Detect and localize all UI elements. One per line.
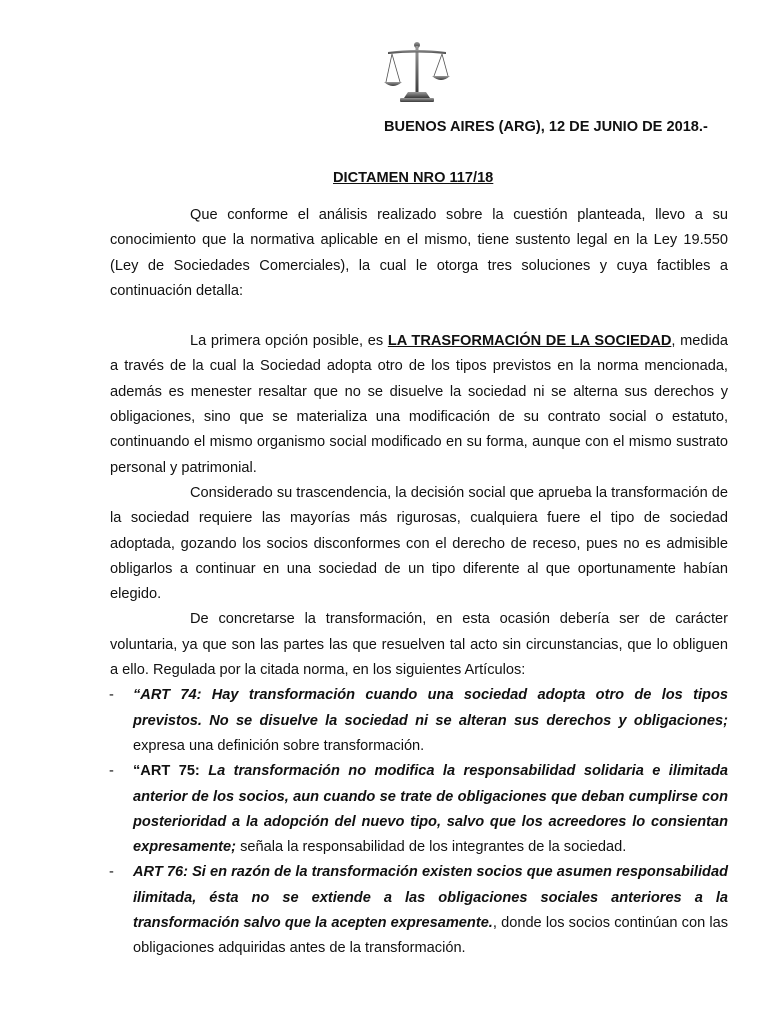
art-74-comment: expresa una definición sobre transformación. — [133, 737, 425, 754]
paragraph-first-option — [110, 329, 728, 481]
document-title: DICTAMEN NRO 117/18 — [333, 170, 494, 186]
list-item-art-74 — [110, 683, 728, 759]
document-date: BUENOS AIRES (ARG), 12 DE JUNIO DE 2018.- — [384, 119, 708, 135]
document-body — [110, 203, 728, 962]
articles-list — [110, 683, 728, 961]
paragraph-first-option-rest: , medida a través de la cual la Sociedad adopta otro de los tipos previstos en la norma mencionada, además es menester resaltar que no se disuelve la sociedad ni se alterna sus derechos y obligaciones, sino que se materializa una modificación de su contrato social o estatuto, continuando el mismo organismo social modificado en su forma, aunque con el mismo sustrato personal y patrimonial. — [110, 333, 728, 476]
paragraph-first-option-start: La primera opción posible, es — [190, 333, 388, 350]
art-75-comment: señala la responsabilidad de los integrantes de la sociedad. — [236, 839, 627, 856]
paragraph-considerations: Considerado su trascendencia, la decisión social que aprueba la transformación de la sociedad requiere las mayorías más rigurosas, cualquiera fuere el tipo de sociedad adoptada, gozando los socios disconformes con el derecho de receso, pues no es admisible obligarlos a continuar en una sociedad de un tipo diferente al que oportunamente habían elegido. — [110, 484, 728, 603]
art-76-comment: , donde los socios continúan con las obligaciones adquiridas antes de la transformación. — [133, 915, 729, 957]
list-item-art-76 — [110, 860, 728, 961]
list-dash: - — [109, 687, 114, 704]
list-dash: - — [109, 864, 114, 881]
highlight-transformation: LA TRASFORMACIÓN DE LA SOCIEDAD — [387, 333, 672, 350]
art-74-text: “ART 74: Hay transformación cuando una sociedad adopta otro de los tipos previstos. No se disuelve la sociedad ni se alteran sus derechos y obligaciones; — [133, 687, 728, 729]
art-76-text: ART 76: Si en razón de la transformación existen socios que asumen responsabilidad ilimitada, ésta no se extiende a las obligaciones sociales anteriores a la transformación salvo que la acepten expresamente. — [133, 864, 728, 932]
paragraph-intro: Que conforme el análisis realizado sobre la cuestión planteada, llevo a su conocimiento que la normativa aplicable en el mismo, tiene sustento legal en la Ley 19.550 (Ley de Sociedades Comerciales), la cual le otorga tres soluciones y cuya factibles a continuación detalla: — [110, 207, 728, 299]
scales-of-justice-icon — [384, 40, 450, 104]
list-item-art-75 — [110, 759, 728, 860]
paragraph-voluntary: De concretarse la transformación, en esta ocasión debería ser de carácter voluntaria, ya que son las partes las que resuelven tal acto sin circunstancias, que lo obliguen a ello. Regulada por la citada norma, en los siguientes Artículos: — [110, 611, 728, 679]
list-dash: - — [109, 763, 114, 780]
art-75-label: “ART 75: — [133, 763, 209, 780]
art-75-text: La transformación no modifica la responsabilidad solidaria e ilimitada anterior de los socios, aun cuando se trate de obligaciones que deban cumplirse con posterioridad a la adopción del nuevo tipo, salvo que los acreedores lo consientan expresamente; — [133, 763, 728, 856]
